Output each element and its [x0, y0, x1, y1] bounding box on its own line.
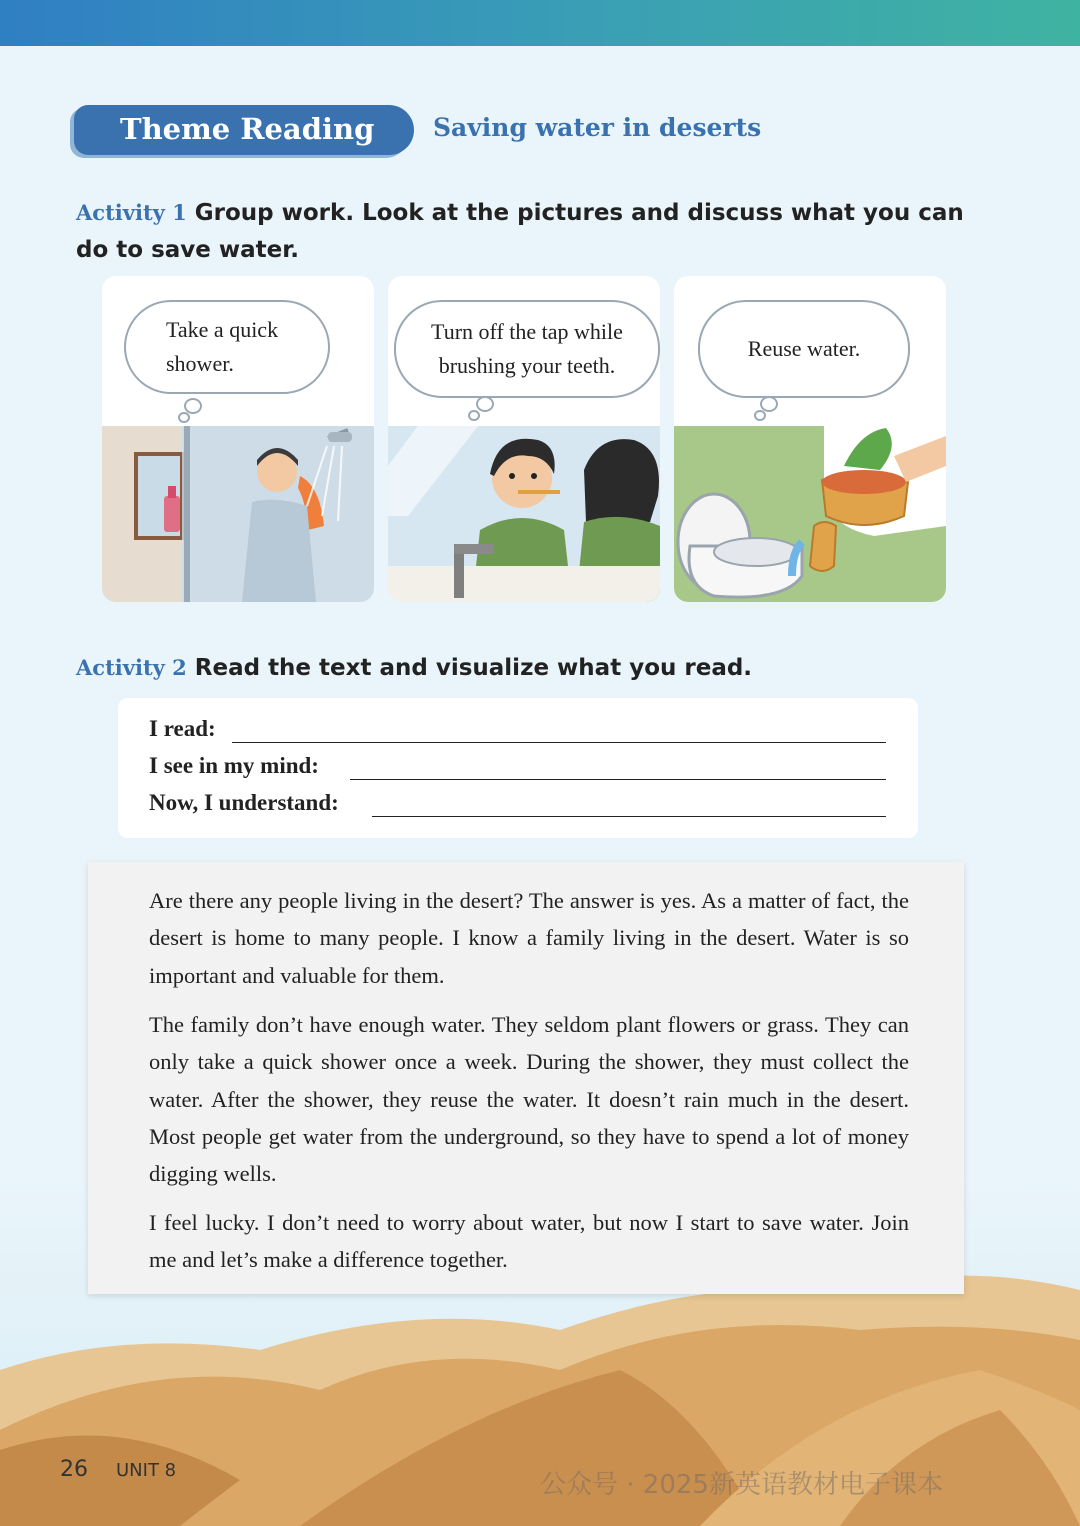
picture-panel-reuse: [674, 276, 946, 602]
prompt-i-see: I see in my mind:: [149, 753, 319, 778]
watermark: 公众号 · 2025新英语教材电子课本: [540, 1470, 943, 1500]
top-color-band: [0, 0, 1080, 46]
activity-1-tag: Activity 1: [76, 200, 187, 225]
reading-passage: [88, 862, 964, 1294]
bubble-text-line: Take a quick: [166, 317, 279, 342]
reuse-water-illustration: [674, 426, 946, 602]
answer-line-understand[interactable]: [372, 816, 886, 817]
thought-dot: [754, 410, 766, 421]
bubble-text-line: Reuse water.: [747, 336, 861, 361]
answer-line-i-see[interactable]: [350, 779, 886, 780]
activity-2-tag: Activity 2: [76, 655, 187, 680]
brushing-teeth-illustration: [388, 426, 660, 602]
paragraph-1: Are there any people living in the desert? The answer is yes. As a matter of fact, the desert is home to many people. I know a family living in the desert. Water is so important and valuable for them.: [149, 888, 909, 988]
thought-dot: [476, 396, 494, 412]
visualize-organizer: [118, 698, 918, 838]
thought-bubble: [394, 300, 660, 398]
shower-illustration: [102, 426, 374, 602]
activity-2-heading: [76, 649, 976, 687]
page-number: 26: [60, 1457, 88, 1482]
answer-line-i-read[interactable]: [232, 742, 886, 743]
thought-dot: [468, 410, 480, 421]
thought-dot: [178, 412, 190, 423]
prompt-now-i-understand: Now, I understand:: [149, 790, 339, 815]
activity-1-instruction: Group work. Look at the pictures and discuss what you can do to save water.: [76, 200, 964, 263]
paragraph-2: The family don’t have enough water. They seldom plant flowers or grass. They can only take a quick shower once a week. During the shower, they must collect the water. After the shower, they reuse the water. It doesn’t rain much in the desert. Most people get water from the underground, so they have to spend a lot of money digging wells.: [149, 1012, 909, 1187]
activity-1-heading: [76, 194, 976, 269]
picture-panel-tap: [388, 276, 660, 602]
thought-bubble: [124, 300, 330, 394]
unit-label: UNIT 8: [116, 1460, 177, 1481]
prompt-i-read: I read:: [149, 716, 216, 741]
bubble-text-line: Turn off the tap while: [431, 319, 623, 344]
paragraph-3: I feel lucky. I don’t need to worry about water, but now I start to save water. Join me and let’s make a difference together.: [149, 1210, 909, 1273]
lesson-title: Saving water in deserts: [433, 113, 762, 142]
bubble-text-line: shower.: [166, 351, 234, 376]
activity-2-instruction: Read the text and visualize what you read.: [194, 655, 753, 681]
theme-reading-label: Theme Reading: [120, 112, 375, 146]
theme-reading-badge: [74, 105, 414, 155]
picture-panel-shower: [102, 276, 374, 602]
bubble-text-line: brushing your teeth.: [438, 353, 616, 378]
thought-bubble: [698, 300, 910, 398]
